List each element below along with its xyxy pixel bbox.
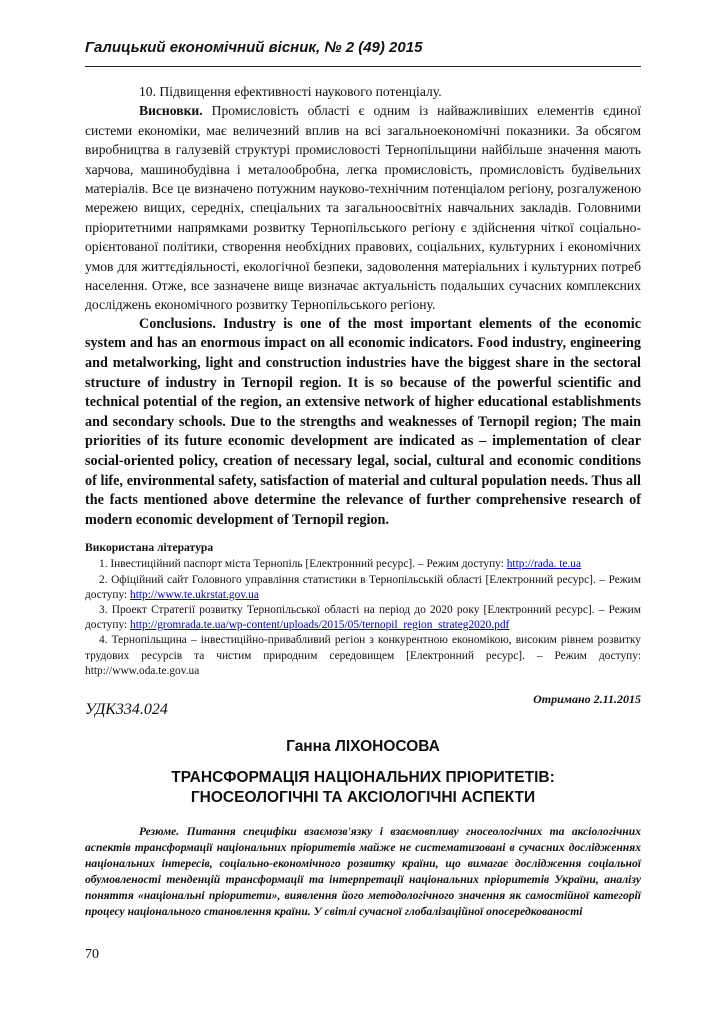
conclusions-ua-label: Висновки.: [139, 103, 203, 119]
references-title: Використана література: [85, 541, 214, 555]
abstract-text: Питання специфіки взаємозв'язку і взаємовпливу гносеологічних та аксіологічних аспектів трансформації національних пріоритетів майже не систематизовані в сучасних дослідженнях національних інтересів, соціально-економічного розвитку країни, що вимагає дослідження соціальної обумовленості тенденцій трансформації та інтерпретації національних пріоритетів України, аналізу поняття «національні пріоритети», виявлення його методологічного значення як самостійної категорії процесу національного становлення країни. У світлі сучасної глобалізаційної опосередкованості: [85, 825, 641, 918]
abstract-label: Резюме.: [139, 825, 180, 838]
received-date: Отримано 2.11.2015: [533, 692, 641, 707]
reference-item: [85, 557, 641, 572]
conclusions-ua-text: Промисловість області є одним із найважливіших елементів єдиної системи економіки, має величезний вплив на всі загальноекономічні показники. За обсягом виробництва в галузевій структурі промисловості Тернопільщини найбільше значення мають харчова, машинобудівна і металообробна, легка промисловість, промисловість будівельних матеріалів. Все це визначено потужним науково-технічним потенціалом регіону, розгалуженою мережею вищих, середніх, спеціальних та загальноосвітніх навчальних закладів. Головними пріоритетними напрямками розвитку Тернопільського регіону є здійснення чіткої соціально-орієнтованої політики, створення необхідних правових, соціальних, культурних і економічних умов для життєдіяльності, екологічної безпеки, задоволення матеріальних і культурних потреб населення. Отже, все зазначене вище визначає актуальність подальших сучасних комплексних досліджень економічного розвитку Тернопільського регіону.: [85, 103, 641, 313]
reference-item: [85, 573, 641, 603]
reference-text: 3. Проект Стратегії розвитку Тернопільської області на період до 2020 року [Електронний ресурс]. – Режим доступу:: [85, 604, 641, 632]
reference-link[interactable]: http://rada. te.ua: [506, 558, 582, 571]
list-item-10: 10. Підвищення ефективності наукового потенціалу.: [139, 84, 442, 99]
article-body: [85, 82, 641, 707]
reference-text: 1. Інвестиційний паспорт міста Тернопіль [Електронний ресурс]. – Режим доступу:: [99, 558, 507, 571]
udk-code: УДК334.024: [85, 701, 168, 718]
article-title-line-1: ТРАНСФОРМАЦІЯ НАЦІОНАЛЬНИХ ПРІОРИТЕТІВ:: [171, 769, 555, 786]
page-number: 70: [85, 947, 99, 962]
conclusions-en-paragraph: [85, 315, 641, 531]
article-abstract: [85, 824, 641, 920]
conclusions-en-text: Industry is one of the most important elements of the economic system and has an enormous impact on all economic indicators. Food industry, engineering and metalworking, light and construction industries have the biggest share in the sectoral structure of industry in Ternopil region. It is so because of the powerful scientific and technical potential of the region, an extensive network of higher educational establishments and secondary schools. Due to the strengths and weaknesses of Ternopil region; The main priorities of its future economic development are indicated as – implementation of clear social-oriented policy, creation of necessary legal, social, cultural and economic conditions of life, environmental safety, satisfaction of material and cultural population needs. Thus all the facts mentioned above determine the relevance of further comprehensive research of modern economic development of Ternopil region.: [85, 315, 641, 528]
reference-item: [85, 633, 641, 679]
reference-text: 4. Тернопільщина – інвестиційно-привабливий регіон з конкурентною економікою, високим рівнем розвитку трудових ресурсів та чистим природним середовищем [Електронний ресурс]. – Режим доступу: http://www.oda.te.gov.ua: [85, 634, 641, 677]
reference-text: 2. Офіційний сайт Головного управління статистики в Тернопільській області [Електронний ресурс]. – Режим доступу:: [85, 573, 641, 601]
conclusions-ua-paragraph: [85, 101, 641, 314]
reference-item: [85, 603, 641, 633]
reference-link[interactable]: http://www.te.ukrstat.gov.ua: [130, 588, 259, 601]
article-author: Ганна ЛІХОНОСОВА: [286, 738, 440, 755]
running-header: Галицький економічний вісник, № 2 (49) 2015: [85, 39, 423, 56]
article-title-line-2: ГНОСЕОЛОГІЧНІ ТА АКСІОЛОГІЧНІ АСПЕКТИ: [190, 789, 536, 806]
conclusions-en-label: Conclusions.: [139, 315, 216, 332]
header-rule: [85, 66, 641, 67]
article-title: [85, 768, 641, 808]
reference-link[interactable]: http://gromrada.te.ua/wp-content/uploads/2015/05/ternopil_region_strateg2020.pdf: [130, 619, 510, 632]
